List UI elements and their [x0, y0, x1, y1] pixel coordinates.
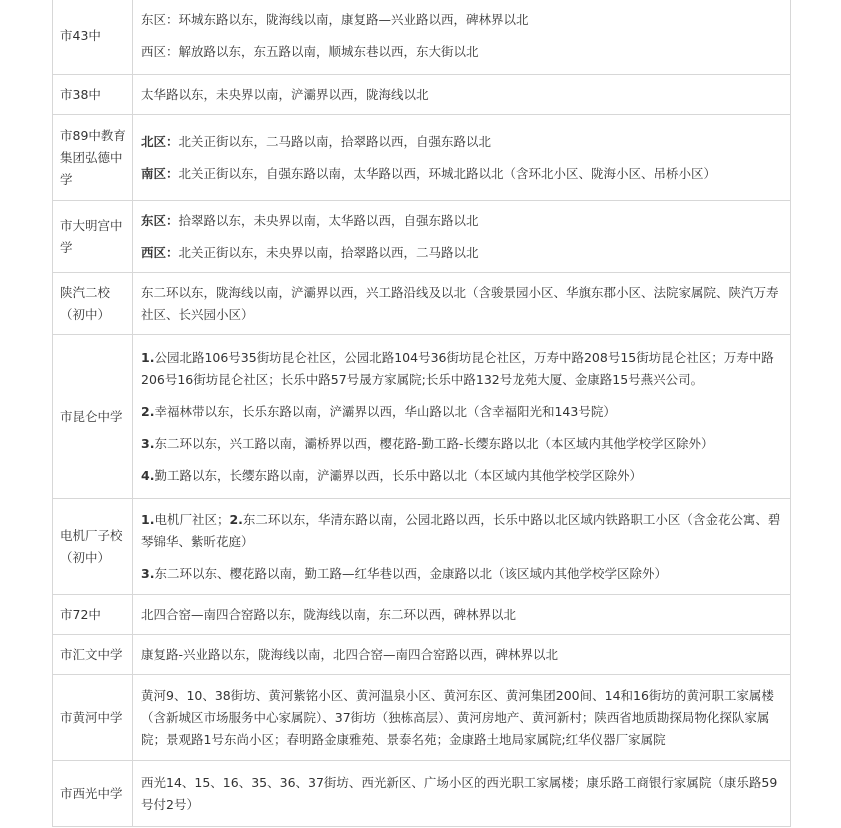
area-paragraph: 北四合窑—南四合窑路以东，陇海线以南，东二环以西，碑林界以北 — [141, 606, 517, 622]
area-label: 4. — [141, 467, 155, 483]
area-paragraph — [141, 210, 782, 232]
table-row — [53, 273, 791, 335]
area-paragraph — [141, 563, 782, 585]
area-paragraph: 西光14、15、16、35、36、37街坊、西光新区、广场小区的西光职工家属楼；康乐路工商银行家属院（康乐路59号付2号） — [141, 774, 778, 812]
district-area — [133, 635, 791, 675]
area-paragraph — [141, 131, 782, 153]
school-name: 市38中 — [53, 75, 133, 115]
table-row — [53, 0, 791, 75]
table-row — [53, 115, 791, 201]
area-text: 北关正街以东，未央界以南，拾翠路以西，二马路以北 — [178, 244, 479, 260]
area-label: 1. — [141, 349, 155, 365]
area-paragraph — [141, 401, 782, 423]
area-paragraph: 黄河9、10、38街坊、黄河紫铭小区、黄河温泉小区、黄河东区、黄河集团200间、14和16街坊的黄河职工家属楼（含新城区市场服务中心家属院）、37街坊（独栋高层）、黄河房地产、黄河新村；陕西省地质勘探局物化探队家属院；景观路1号东尚小区；春明路金康雅苑、景泰名苑；金康路土地局家属院;红华仪器厂家属院 — [141, 687, 774, 747]
area-label: 北区： — [141, 133, 179, 149]
area-label: 西区： — [141, 244, 179, 260]
area-label: 南区： — [141, 165, 179, 181]
table-row — [53, 75, 791, 115]
district-area — [133, 595, 791, 635]
school-district-table — [52, 0, 791, 827]
area-paragraph: 西区：解放路以东，东五路以南，顺城东巷以西，东大街以北 — [141, 43, 479, 59]
district-area — [133, 335, 791, 499]
district-area — [133, 273, 791, 335]
table-row — [53, 335, 791, 499]
area-text: 东二环以东、樱花路以南，勤工路—红华巷以西，金康路以北（该区域内其他学校学区除外） — [154, 565, 667, 581]
table-row — [53, 595, 791, 635]
area-paragraph — [141, 433, 782, 455]
school-name: 市大明宫中学 — [53, 201, 133, 273]
school-name: 电机厂子校（初中） — [53, 499, 133, 595]
table-row — [53, 635, 791, 675]
area-paragraph: 康复路-兴业路以东，陇海线以南，北四合窑—南四合窑路以西，碑林界以北 — [141, 646, 559, 662]
school-name: 市89中教育集团弘德中学 — [53, 115, 133, 201]
school-name: 陕汽二校（初中） — [53, 273, 133, 335]
area-text: 幸福林带以东，长乐东路以南，浐灞界以西，华山路以北（含幸福阳光和143号院） — [154, 403, 616, 419]
district-area — [133, 201, 791, 273]
area-paragraph: 东区：环城东路以东，陇海线以南，康复路—兴业路以西，碑林界以北 — [141, 11, 529, 27]
area-label: 3. — [141, 565, 155, 581]
area-paragraph — [141, 163, 782, 185]
table-row — [53, 499, 791, 595]
area-paragraph: 东二环以东，陇海线以南，浐灞界以西，兴工路沿线及以北（含骏景园小区、华旗东郡小区、法院家属院、陕汽万寿社区、长兴园小区） — [141, 284, 779, 322]
district-area — [133, 75, 791, 115]
area-paragraph — [141, 509, 782, 553]
area-paragraph: 太华路以东，未央界以南，浐灞界以西，陇海线以北 — [141, 86, 429, 102]
school-name: 市黄河中学 — [53, 675, 133, 761]
area-text: 电机厂社区； — [154, 511, 230, 527]
school-name: 市西光中学 — [53, 761, 133, 827]
area-label: 东区： — [141, 212, 179, 228]
area-label: 3. — [141, 435, 155, 451]
area-paragraph — [141, 347, 782, 391]
area-text: 勤工路以东，长缨东路以南，浐灞界以西，长乐中路以北（本区域内其他学校学区除外） — [154, 467, 642, 483]
area-label: 2. — [229, 511, 243, 527]
area-text: 拾翠路以东，未央界以南，太华路以西，自强东路以北 — [178, 212, 479, 228]
school-name: 市昆仑中学 — [53, 335, 133, 499]
area-label: 1. — [141, 511, 155, 527]
district-area — [133, 499, 791, 595]
area-paragraph — [141, 465, 782, 487]
table-row — [53, 675, 791, 761]
area-text: 北关正街以东，二马路以南，拾翠路以西，自强东路以北 — [178, 133, 492, 149]
school-name: 市72中 — [53, 595, 133, 635]
district-area — [133, 115, 791, 201]
school-name: 市汇文中学 — [53, 635, 133, 675]
district-area — [133, 761, 791, 827]
area-paragraph — [141, 242, 782, 264]
area-text: 北关正街以东，自强东路以南，太华路以西，环城北路以北（含环北小区、陇海小区、吊桥小区） — [178, 165, 717, 181]
school-name: 市43中 — [53, 0, 133, 75]
area-label: 2. — [141, 403, 155, 419]
area-text: 公园北路106号35街坊昆仑社区，公园北路104号36街坊昆仑社区，万寿中路208号15街坊昆仑社区；万寿中路206号16街坊昆仑社区；长乐中路57号晟方家属院;长乐中路132号龙苑大厦、金康路15号燕兴公司。 — [141, 349, 774, 387]
area-text: 东二环以东，兴工路以南，灞桥界以西，樱花路-勤工路-长缨东路以北（本区域内其他学校学区除外） — [154, 435, 714, 451]
district-area — [133, 675, 791, 761]
district-area — [133, 0, 791, 75]
table-row — [53, 761, 791, 827]
table-row — [53, 201, 791, 273]
area-text: 东二环以东，华清东路以南，公园北路以西，长乐中路以北区域内铁路职工小区（含金花公寓、碧琴锦华、紫昕花庭） — [141, 511, 781, 549]
